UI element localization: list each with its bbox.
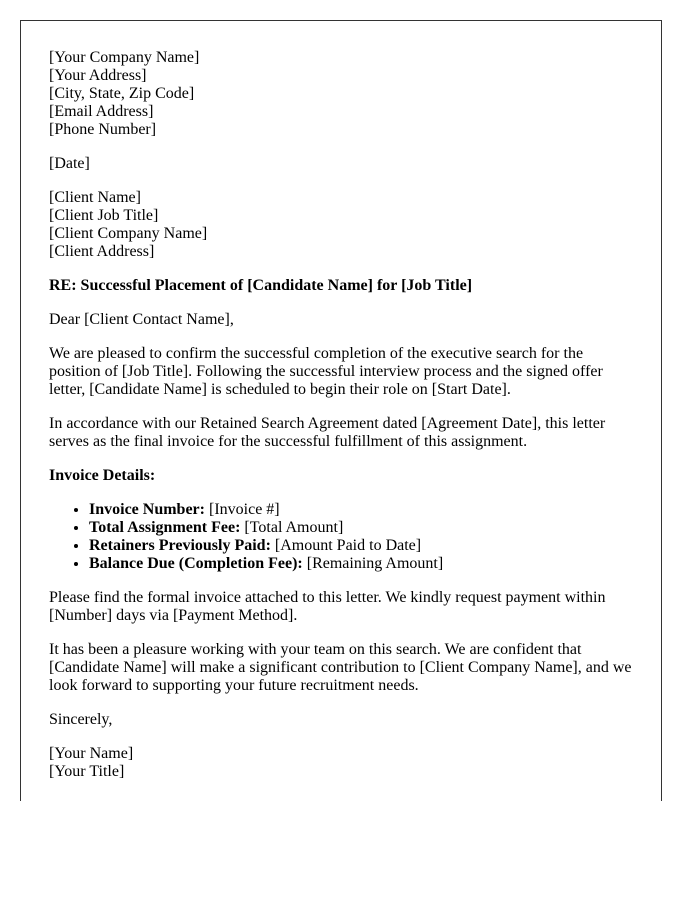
signature-title: [Your Title] [49,763,125,780]
item-value: [Invoice #] [204,501,280,518]
recipient-title: [Client Job Title] [49,207,159,224]
recipient-block [49,189,633,261]
item-label: Total Assignment Fee: [89,519,241,536]
item-label: Balance Due (Completion Fee): [89,555,303,572]
invoice-details-list [49,501,633,573]
letter-page [20,20,662,801]
invoice-item [89,519,633,537]
item-value: [Remaining Amount] [302,555,444,572]
subject-line: RE: Successful Placement of [Candidate Name] for [Job Title] [49,277,473,294]
invoice-item [89,501,633,519]
sender-email: [Email Address] [49,103,154,120]
recipient-company: [Client Company Name] [49,225,208,242]
item-value: [Amount Paid to Date] [270,537,422,554]
salutation: Dear [Client Contact Name], [49,311,234,328]
item-label: Retainers Previously Paid: [89,537,271,554]
invoice-item [89,537,633,555]
body-paragraph: We are pleased to confirm the successful completion of the executive search for the position of [Job Title]. Following the successful interview process and the signed offer letter, [Candidate Name] is scheduled to begin their role on [Start Date]. [49,345,603,398]
recipient-address: [Client Address] [49,243,155,260]
invoice-item [89,555,633,573]
signature-block [49,745,633,781]
sender-address: [Your Address] [49,67,147,84]
body-paragraph: It has been a pleasure working with your team on this search. We are confident that [Candidate Name] will make a significant contribution to [Client Company Name], and we look forward to supporting your future recruitment needs. [49,641,632,694]
body-paragraph: Please find the formal invoice attached to this letter. We kindly request payment within [Number] days via [Payment Method]. [49,589,606,624]
recipient-name: [Client Name] [49,189,141,206]
item-value: [Total Amount] [240,519,344,536]
invoice-heading: Invoice Details: [49,467,156,484]
signature-name: [Your Name] [49,745,134,762]
sender-company: [Your Company Name] [49,49,200,66]
item-label: Invoice Number: [89,501,205,518]
sender-city: [City, State, Zip Code] [49,85,195,102]
closing: Sincerely, [49,711,113,728]
letter-date: [Date] [49,155,90,172]
sender-block [49,49,633,139]
sender-phone: [Phone Number] [49,121,157,138]
body-paragraph: In accordance with our Retained Search Agreement dated [Agreement Date], this letter serves as the final invoice for the successful fulfillment of this assignment. [49,415,606,450]
